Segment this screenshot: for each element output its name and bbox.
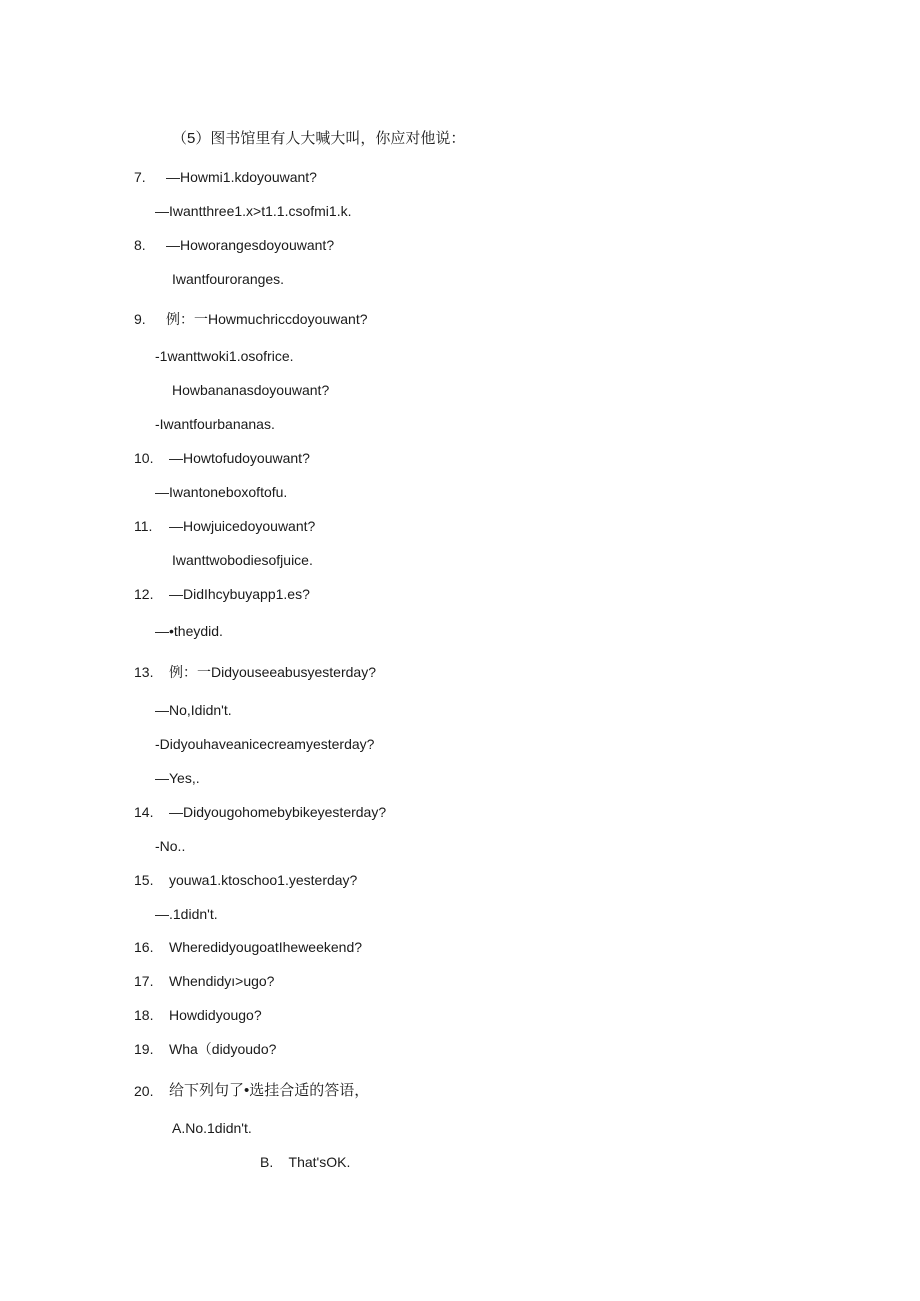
item-text: —Howjuicedoyouwant? xyxy=(169,518,316,534)
item-subline: -Didyouhaveanicecreamyesterday? xyxy=(155,736,375,752)
item-number: 11. xyxy=(134,518,153,534)
item-subline: —Iwantthree1.x>t1.1.csofmi1.k. xyxy=(155,203,352,219)
item-number: 16. xyxy=(134,939,154,955)
item-number: 20. xyxy=(134,1083,154,1099)
item-subline: -1wanttwoki1.osofrice. xyxy=(155,348,294,364)
item-number: 18. xyxy=(134,1007,154,1023)
item-subline: Iwanttwobodiesofjuice. xyxy=(172,552,313,568)
answer-option-b: B. That'sOK. xyxy=(260,1154,351,1170)
item-text: 例：一Didyouseeabusyesterday? xyxy=(169,664,376,680)
item-subline: —Iwantoneboxoftofu. xyxy=(155,484,288,500)
item-number: 19. xyxy=(134,1041,154,1057)
item-number: 10. xyxy=(134,450,154,466)
item-text: —Didyougohomebybikeyesterday? xyxy=(169,804,387,820)
item-text: Howdidyougo? xyxy=(169,1007,262,1023)
answer-option-a: A.No.1didn't. xyxy=(172,1120,252,1136)
item-text: youwa1.ktoschoo1.yesterday? xyxy=(169,872,358,888)
item-number: 9. xyxy=(134,311,146,327)
header-line: （5）图书馆里有人大喊大叫，你应对他说： xyxy=(172,130,466,147)
item-text: —DidIhcybuyapp1.es? xyxy=(169,586,310,602)
item-subline: Howbananasdoyouwant? xyxy=(172,382,330,398)
item-number: 7. xyxy=(134,169,146,185)
item-text: —Howtofudoyouwant? xyxy=(169,450,310,466)
item-number: 14. xyxy=(134,804,154,820)
item-text: Wha（didyoudo? xyxy=(169,1041,277,1057)
item-text: —Howorangesdoyouwant? xyxy=(166,237,335,253)
item-subline: —No,Ididn't. xyxy=(155,702,232,718)
item-text: Whendidyı>ugo? xyxy=(169,973,275,989)
item-text: WheredidyougoatIheweekend? xyxy=(169,939,363,955)
item-text: 例：一Howmuchriccdoyouwant? xyxy=(166,311,368,327)
item-subline: —.1didn't. xyxy=(155,906,218,922)
item-subline: -Iwantfourbananas. xyxy=(155,416,275,432)
item-number: 13. xyxy=(134,664,154,680)
item-number: 17. xyxy=(134,973,154,989)
item-subline: —Yes,. xyxy=(155,770,200,786)
item-number: 15. xyxy=(134,872,154,888)
item-number: 12. xyxy=(134,586,154,602)
item-number: 8. xyxy=(134,237,146,253)
item-subline: -No.. xyxy=(155,838,186,854)
item-subline: —•theydid. xyxy=(155,623,223,639)
item-text: —Howmi1.kdoyouwant? xyxy=(166,169,317,185)
item-text: 给下列句了•选挂合适的答语， xyxy=(169,1082,370,1099)
item-subline: Iwantfouroranges. xyxy=(172,271,285,287)
